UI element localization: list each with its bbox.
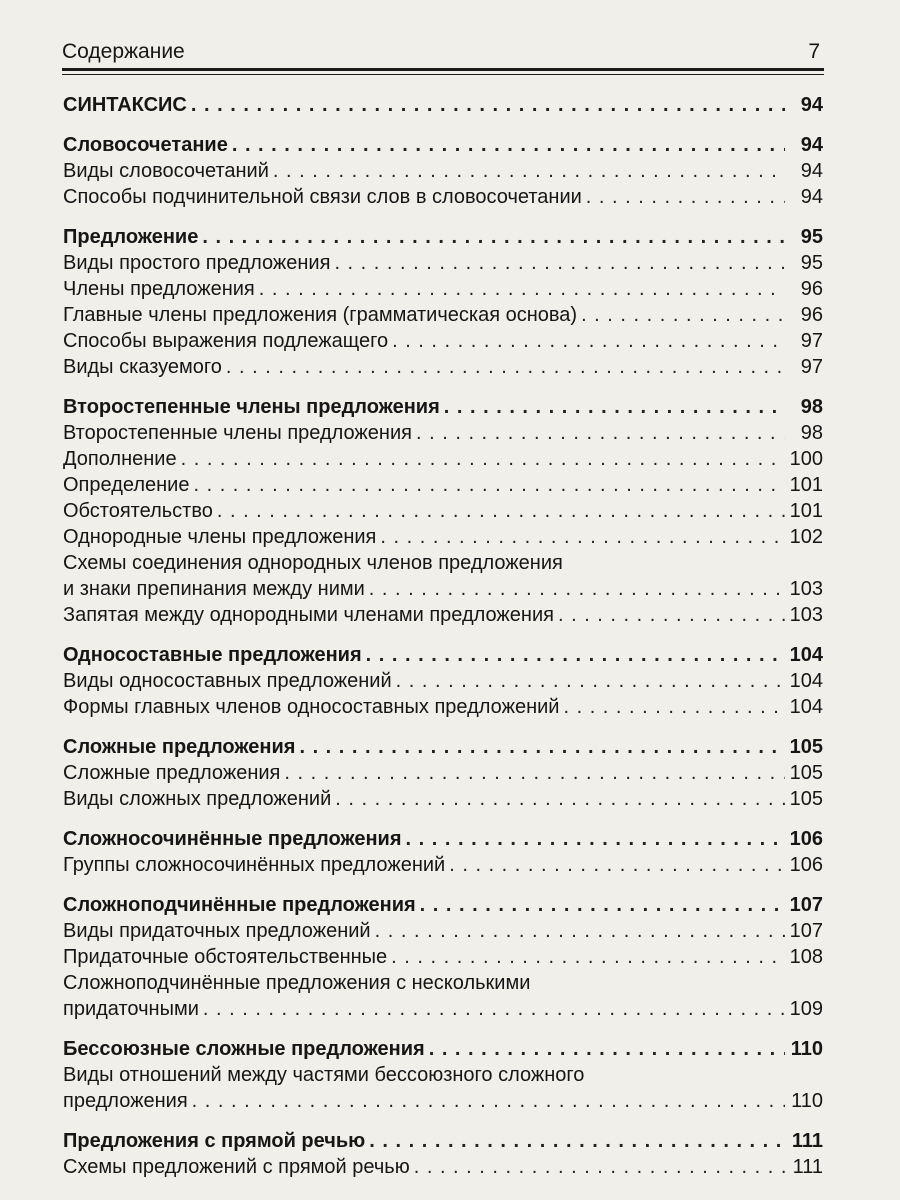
toc-entry-page: 111 (792, 1156, 823, 1178)
section-heading-page: 95 (800, 226, 823, 248)
section-heading-page: 111 (791, 1130, 823, 1152)
toc-entry-text: Дополнение (63, 448, 177, 470)
dot-leader (217, 498, 785, 524)
toc-entry-text: Однородные члены предложения (63, 526, 377, 548)
section-heading (63, 394, 823, 420)
dot-leader (366, 642, 785, 668)
section-heading-text: Бессоюзные сложные предложения (63, 1038, 425, 1060)
dot-leader (414, 1154, 785, 1180)
toc-entry (63, 250, 823, 276)
toc-entry-text: Придаточные обстоятельственные (63, 946, 388, 968)
dot-leader (449, 852, 785, 878)
section-heading-text: Второстепенные члены предложения (63, 396, 440, 418)
dot-leader (192, 1088, 785, 1114)
section-heading-text: Предложения с прямой речью (63, 1130, 366, 1152)
section-heading-page: 110 (790, 1038, 823, 1060)
toc-entry-page: 97 (800, 356, 823, 378)
section-heading-text: Сложносочинённые предложения (63, 828, 402, 850)
toc-entry-page: 101 (789, 474, 823, 496)
dot-leader (203, 996, 785, 1022)
dot-leader (369, 1128, 785, 1154)
toc-entry-page: 96 (800, 278, 823, 300)
toc-entry-text: Члены предложения (63, 278, 255, 300)
dot-leader (334, 250, 785, 276)
toc-entry-page: 96 (800, 304, 823, 326)
toc-entry-text: Виды словосочетаний (63, 160, 269, 182)
toc-entry (63, 576, 823, 602)
toc-entry-page: 94 (800, 160, 823, 182)
toc-entry-text: Определение (63, 474, 190, 496)
toc-entry-page: 95 (800, 252, 823, 274)
toc-entry-page: 103 (789, 604, 823, 626)
dot-leader (259, 276, 785, 302)
toc-entry-text: Схемы предложений с прямой речью (63, 1156, 410, 1178)
section-heading (63, 826, 823, 852)
toc-entry (63, 276, 823, 302)
toc-entry-page: 101 (789, 500, 823, 522)
toc-entry (63, 760, 823, 786)
toc-entry-page: 109 (789, 998, 823, 1020)
section-heading-text: СИНТАКСИС (63, 94, 187, 116)
dot-leader (416, 420, 785, 446)
section-heading-text: Сложные предложения (63, 736, 296, 758)
toc-entry (63, 786, 823, 812)
dot-leader (396, 668, 785, 694)
section-heading (63, 892, 823, 918)
toc-section (63, 132, 823, 210)
toc-entry (63, 1088, 823, 1114)
toc-entry-page: 107 (789, 920, 823, 942)
toc-entry-text: Виды односоставных предложений (63, 670, 392, 692)
toc-entry-text: Запятая между однородными членами предложения (63, 604, 554, 626)
toc-section (63, 734, 823, 812)
dot-leader (375, 918, 785, 944)
dot-leader (369, 576, 785, 602)
toc-entry-text: Обстоятельство (63, 500, 213, 522)
toc-entry-text: Формы главных членов односоставных предложений (63, 696, 560, 718)
dot-leader (191, 92, 785, 118)
dot-leader (335, 786, 785, 812)
toc-entry-text: Виды простого предложения (63, 252, 331, 274)
toc-entry (63, 918, 823, 944)
toc-entry-text: придаточными (63, 998, 199, 1020)
section-heading (63, 132, 823, 158)
toc-entry (63, 328, 823, 354)
toc-entry-text: Группы сложносочинённых предложений (63, 854, 446, 876)
toc-entry (63, 354, 823, 380)
toc-entry (63, 472, 823, 498)
section-heading-text: Односоставные предложения (63, 644, 362, 666)
dot-leader (558, 602, 785, 628)
toc-entry (63, 944, 823, 970)
toc-section (63, 1036, 823, 1114)
toc-entry (63, 158, 823, 184)
toc-section (63, 826, 823, 878)
toc-entry-first-line: Схемы соединения однородных членов предложения (63, 552, 563, 574)
toc-entry-page: 104 (789, 670, 823, 692)
toc-entry-text: Сложные предложения (63, 762, 281, 784)
toc-entry-first-line: Виды отношений между частями бессоюзного сложного (63, 1064, 585, 1086)
toc-entry-page: 98 (800, 422, 823, 444)
section-heading-page: 106 (789, 828, 823, 850)
toc-entry (63, 524, 823, 550)
toc-section (63, 394, 823, 628)
header-rule-thin (62, 74, 824, 75)
toc-entry-text: предложения (63, 1090, 188, 1112)
toc-entry-text: Главные члены предложения (грамматическая основа) (63, 304, 578, 326)
dot-leader (392, 328, 785, 354)
toc-entry (63, 446, 823, 472)
dot-leader (181, 446, 785, 472)
toc-entry-page: 103 (789, 578, 823, 600)
section-heading-page: 98 (800, 396, 823, 418)
toc-entry-text: Способы выражения подлежащего (63, 330, 389, 352)
dot-leader (406, 826, 785, 852)
toc-entry-page: 110 (791, 1090, 823, 1112)
toc-entry (63, 602, 823, 628)
dot-leader (391, 944, 785, 970)
toc-entry-text: и знаки препинания между ними (63, 578, 365, 600)
toc-entry-first-line: Сложноподчинённые предложения с несколькими (63, 972, 531, 994)
section-heading-page: 94 (800, 94, 823, 116)
dot-leader (581, 302, 785, 328)
section-heading (63, 1036, 823, 1062)
dot-leader (586, 184, 785, 210)
toc-section (63, 892, 823, 1022)
toc-entry-text: Виды сложных предложений (63, 788, 332, 810)
toc-entry-text: Виды придаточных предложений (63, 920, 371, 942)
section-heading-text: Предложение (63, 226, 199, 248)
section-heading-page: 94 (800, 134, 823, 156)
toc-entry (63, 1154, 823, 1180)
toc-entry-page: 94 (800, 186, 823, 208)
dot-leader (444, 394, 785, 420)
toc-section (63, 1128, 823, 1180)
toc-section (63, 642, 823, 720)
toc-entry-page: 106 (789, 854, 823, 876)
toc-entry (63, 852, 823, 878)
dot-leader (429, 1036, 785, 1062)
header-rule-thick (62, 68, 824, 71)
toc-entry (63, 302, 823, 328)
dot-leader (420, 892, 785, 918)
toc-entry (63, 184, 823, 210)
dot-leader (226, 354, 785, 380)
toc-entry-text: Способы подчинительной связи слов в словосочетании (63, 186, 582, 208)
section-heading (63, 1128, 823, 1154)
section-heading (63, 642, 823, 668)
toc-entry (63, 420, 823, 446)
section-heading (63, 224, 823, 250)
section-heading-page: 107 (789, 894, 823, 916)
section-heading-page: 105 (789, 736, 823, 758)
section-heading (63, 92, 823, 118)
toc-entry-page: 108 (789, 946, 823, 968)
toc-section (63, 92, 823, 118)
toc-entry (63, 996, 823, 1022)
section-heading (63, 734, 823, 760)
header-title: Содержание (62, 40, 185, 63)
toc-entry-page: 102 (789, 526, 823, 548)
dot-leader (202, 224, 785, 250)
toc-entry-text: Виды сказуемого (63, 356, 222, 378)
dot-leader (563, 694, 785, 720)
toc-entry-page: 100 (789, 448, 823, 470)
toc-section (63, 224, 823, 380)
toc-entry-page: 104 (789, 696, 823, 718)
section-heading-page: 104 (789, 644, 823, 666)
section-heading-text: Словосочетание (63, 134, 228, 156)
dot-leader (232, 132, 785, 158)
toc-entry-page: 105 (789, 762, 823, 784)
dot-leader (193, 472, 785, 498)
page-number: 7 (808, 40, 820, 63)
toc-entry (63, 498, 823, 524)
toc-entry-page: 105 (789, 788, 823, 810)
dot-leader (284, 760, 785, 786)
toc-entry (63, 668, 823, 694)
running-header (62, 40, 824, 70)
dot-leader (380, 524, 785, 550)
toc-entry (63, 694, 823, 720)
dot-leader (299, 734, 785, 760)
toc-entry-page: 97 (800, 330, 823, 352)
toc-entry-text: Второстепенные члены предложения (63, 422, 412, 444)
section-heading-text: Сложноподчинённые предложения (63, 894, 416, 916)
dot-leader (273, 158, 785, 184)
table-of-contents (63, 92, 823, 1194)
